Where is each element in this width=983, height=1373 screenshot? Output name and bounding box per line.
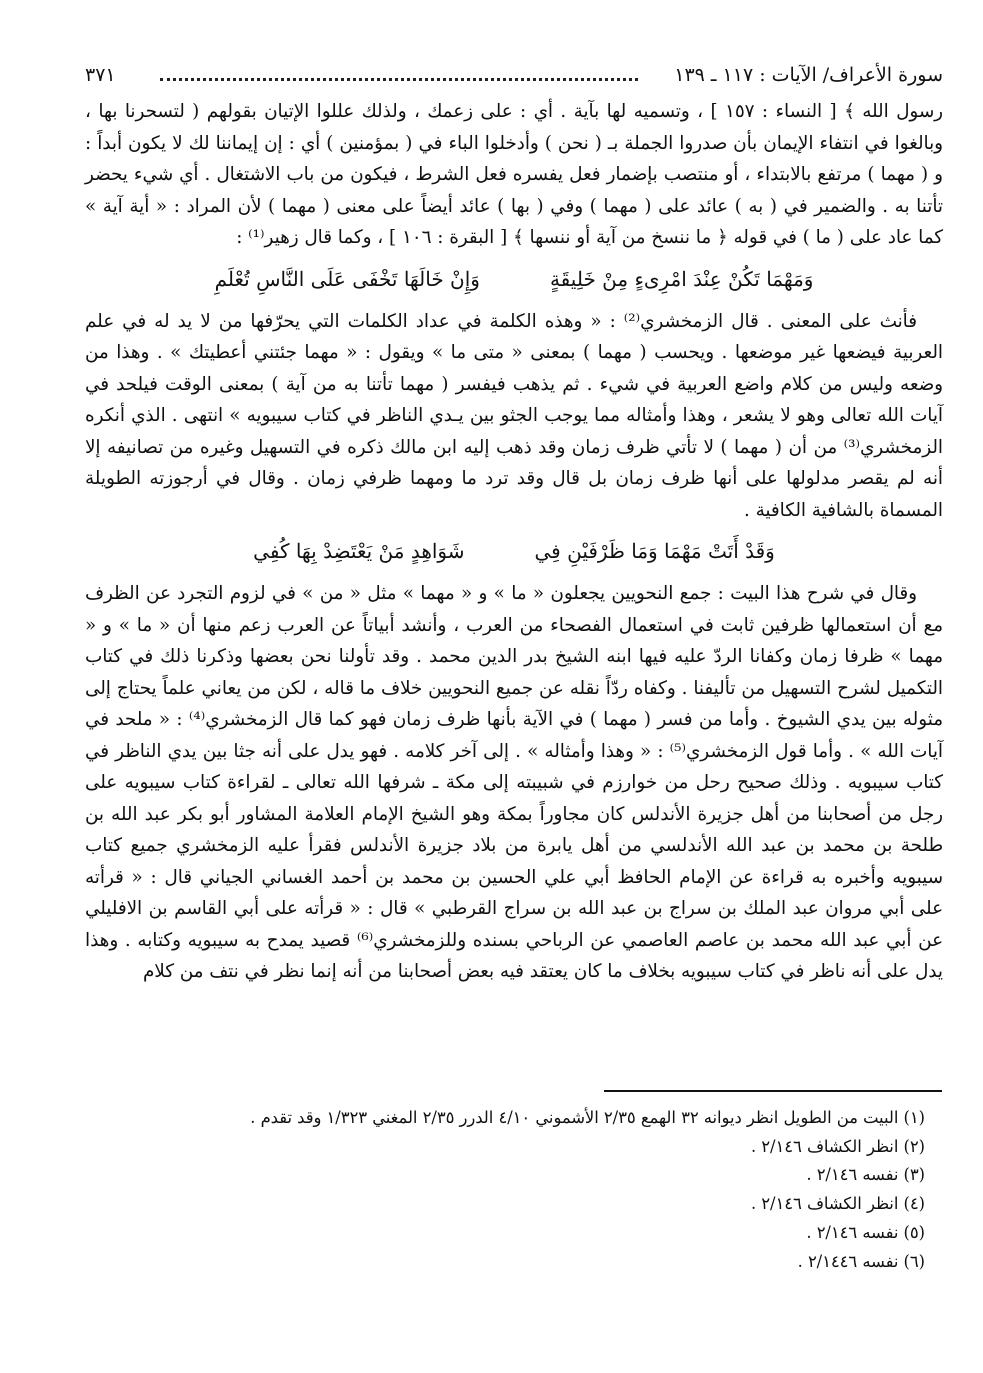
footnote-4: (٤) انظر الكشاف ٢/١٤٦ . [750,1194,925,1214]
page-number: ٣٧١ [85,64,116,86]
verse-zuhair [85,262,943,296]
main-text [85,96,943,988]
footnote-6: (٦) نفسه ٢/١٤٤٦ . [797,1251,925,1271]
running-title: سورة الأعراف/ الآيات : ١١٧ ـ ١٣٩ [674,64,943,86]
footnote-1: (١) البيت من الطويل انظر ديوانه ٣٢ الهمع ٢/٣٥ الأشموني ٤/١٠ الدرر ٢/٣٥ المغني ١/٣٢٣ وقد تقدم . [250,1108,925,1127]
verse-hemistich-right: وَقَدْ أَتَتْ مَهْمَا وَمَا ظَرْفَيْنِ فِي [534,539,775,563]
page-header [85,60,943,94]
footnotes [85,1104,925,1276]
paragraph-3: وقال في شرح هذا البيت : جمع النحويين يجعلون « ما » و « مهما » مثل « من » في لزوم التجرد عن الظرف مع أن استعمالها ظرفين ثابت في استعمال الفصحاء من العرب ، وأنشد أبياتاً عن العرب زعم منها أن « ما » و « مهما » ظرفا زمان وكفانا الردّ عليه فيها ابنه الشيخ بدر الدين محمد . وقد تأولنا نحن بعضها وذكرنا ذلك في كتاب التكميل لشرح التسهيل من تأليفنا . وكفاه ردّاً نقله عن جميع النحويين خلاف ما قاله ، لكن من يعاني علماً يحتاج إلى مثوله بين يدي الشيوخ . وأما من فسر ( مهما ) في الآية بأنها ظرف زمان فهو كما قال الزمخشري⁽⁴⁾ : « ملحد في آيات الله » . وأما قول الزمخشري⁽⁵⁾ : « وهذا وأمثاله » . إلى آخر كلامه . فهو يدل على أنه جثا بين يدي الناظر في كتاب سيبويه . وذلك صحيح رحل من خوارزم في شبيبته إلى مكة ـ شرفها الله تعالى ـ لقراءة كتاب سيبويه على رجل من أصحابنا من أهل جزيرة الأندلس كان مجاوراً بمكة وهو الشيخ الإمام العلامة المشاور أبو بكر عبد الله بن طلحة بن محمد بن عبد الله الأندلسي من أهل يابرة من بلاد جزيرة الأندلس فقرأ عليه الزمخشري جميع كتاب سيبويه وأخبره به قراءة عن الإمام الحافظ أبي علي الحسين بن محمد بن أحمد الغساني الجياني قال : « قرأته على أبي مروان عبد الملك بن سراج بن عبد الله بن سراج القرطبي » قال : « قرأته على أبي القاسم بن الافليلي عن أبي عبد الله محمد بن عاصم العاصمي عن الرباحي بسنده وللزمخشري⁽⁶⁾ قصيد يمدح به سيبويه وكتابه . وهذا يدل على أنه ناظر في كتاب سيبويه بخلاف ما كان يعتقد فيه بعض أصحابنا من أنه إنما نظر في نتف من كلام [85,583,944,982]
header-dotted-leader [160,78,638,81]
verse-hemistich-left: شَوَاهِدٍ مَنْ يَعْتَضِدْ بِهَا كُفِي [253,539,465,563]
verse-ibn-malik [85,534,943,568]
footnote-separator [604,1090,942,1092]
footnote-2: (٢) انظر الكشاف ٢/١٤٦ . [750,1136,925,1156]
footnote-3: (٣) نفسه ٢/١٤٦ . [806,1165,925,1185]
verse-hemistich-right: وَمَهْمَا تَكُنْ عِنْدَ امْرِىءٍ مِنْ خَلِيقَةٍ [549,266,814,291]
footnote-5: (٥) نفسه ٢/١٤٦ . [806,1222,925,1242]
verse-hemistich-left: وَإِنْ خَالَهَا تَخْفَى عَلَى النَّاسِ تُعْلَمِ [214,266,480,291]
paragraph-1: رسول الله ﴾ [ النساء : ١٥٧ ] ، وتسميه لها بآية . أي : على زعمك ، ولذلك عللوا الإتيان بقولهم ( لتسحرنا بها ، وبالغوا في انتفاء الإيمان بأن صدروا الجملة بـ ( نحن ) وأدخلوا الباء في ( بمؤمنين ) أي : إن إيماننا لك لا يكون أبداً : و ( مهما ) مرتفع بالابتداء ، أو منتصب بإضمار فعل يفسره فعل الشرط ، فيكون من باب الاشتغال . أي شيء يحضر تأتنا به . والضمير في ( به ) عائد على ( مهما ) وفي ( بها ) عائد أيضاً على معنى ( مهما ) لأن المراد : « أية آية » كما عاد على ( ما ) في قوله ﴿ ما ننسخ من آية أو ننسها ﴾ [ البقرة : ١٠٦ ] ، وكما قال زهير⁽¹⁾ : [85,101,943,248]
paragraph-2: فأنث على المعنى . قال الزمخشري⁽²⁾ : « وهذه الكلمة في عداد الكلمات التي يحرّفها من لا يد له في علم العربية فيضعها غير موضعها . ويحسب ( مهما ) بمعنى « متى ما » ويقول : « مهما جئتني أعطيتك » . وهذا من وضعه وليس من كلام واضع العربية في شيء . ثم يذهب فيفسر ( مهما تأتنا به من آية ) بمعنى الوقت فيلحد في آيات الله تعالى وهو لا يشعر ، وهذا وأمثاله مما يوجب الجثو بين يـدي الناظر في كتاب سيبويه » انتهى . الذي أنكره الزمخشري⁽³⁾ من أن ( مهما ) لا تأتي ظرف زمان وقد ذهب إليه ابن مالك ذكره في التسهيل وغيره من تصانيفه إلا أنه لم يقصر مدلولها على أنها ظرف زمان بل قال وقد ترد ما ومهما ظرفي زمان . وقال في أرجوزته الطويلة المسماة بالشافية الكافية . [85,310,943,521]
